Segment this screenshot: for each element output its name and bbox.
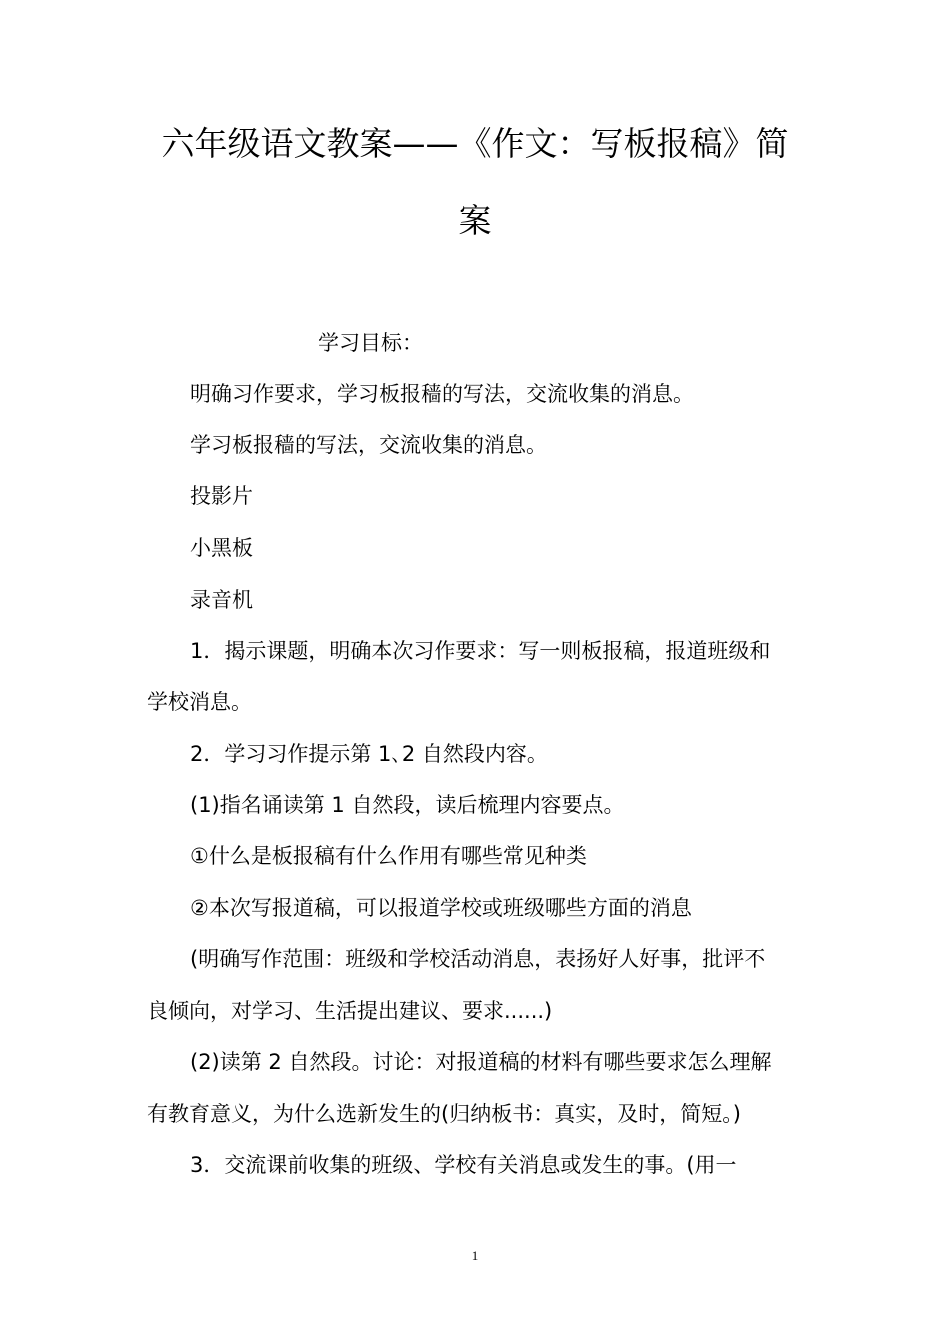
page-number: 1 [471,1248,479,1263]
paragraph-line: 2．学习习作提示第 1､2 自然段内容。 [190,742,548,766]
section-heading-learning-goals: 学习目标： [318,331,423,355]
paragraph-line: (2)读第 2 自然段。讨论：对报道稿的材料有哪些要求怎么理解 [190,1050,772,1074]
material-item: 投影片 [190,484,253,508]
paragraph-line: ①什么是板报稿有什么作用有哪些常见种类 [190,844,587,868]
document-title-line-2: 案 [458,201,492,240]
paragraph-line: 明确习作要求，学习板报穑的写法，交流收集的消息。 [190,382,694,406]
paragraph-line: 3．交流课前收集的班级、学校有关消息或发生的事。(用一 [190,1153,737,1177]
paragraph-line: (1)指名诵读第 1 自然段，读后梳理内容要点。 [190,793,625,817]
paragraph-line: 学校消息。 [147,690,252,714]
paragraph-line: 学习板报穑的写法，交流收集的消息。 [190,433,547,457]
paragraph-line: 良倾向，对学习、生活提出建议、要求......) [147,999,553,1023]
material-item: 录音机 [190,588,253,612]
material-item: 小黑板 [190,536,253,560]
paragraph-line: ②本次写报道稿，可以报道学校或班级哪些方面的消息 [190,896,692,920]
paragraph-line: 1．揭示课题，明确本次习作要求：写一则板报稿，报道班级和 [190,639,771,663]
paragraph-line: 有教育意义，为什么选新发生的(归纳板书：真实，及时，简短。) [147,1102,741,1126]
document-title-line-1: 六年级语文教案——《作文：写板报稿》简 [161,124,789,163]
paragraph-line: (明确写作范围：班级和学校活动消息，表扬好人好事，批评不 [190,947,766,971]
